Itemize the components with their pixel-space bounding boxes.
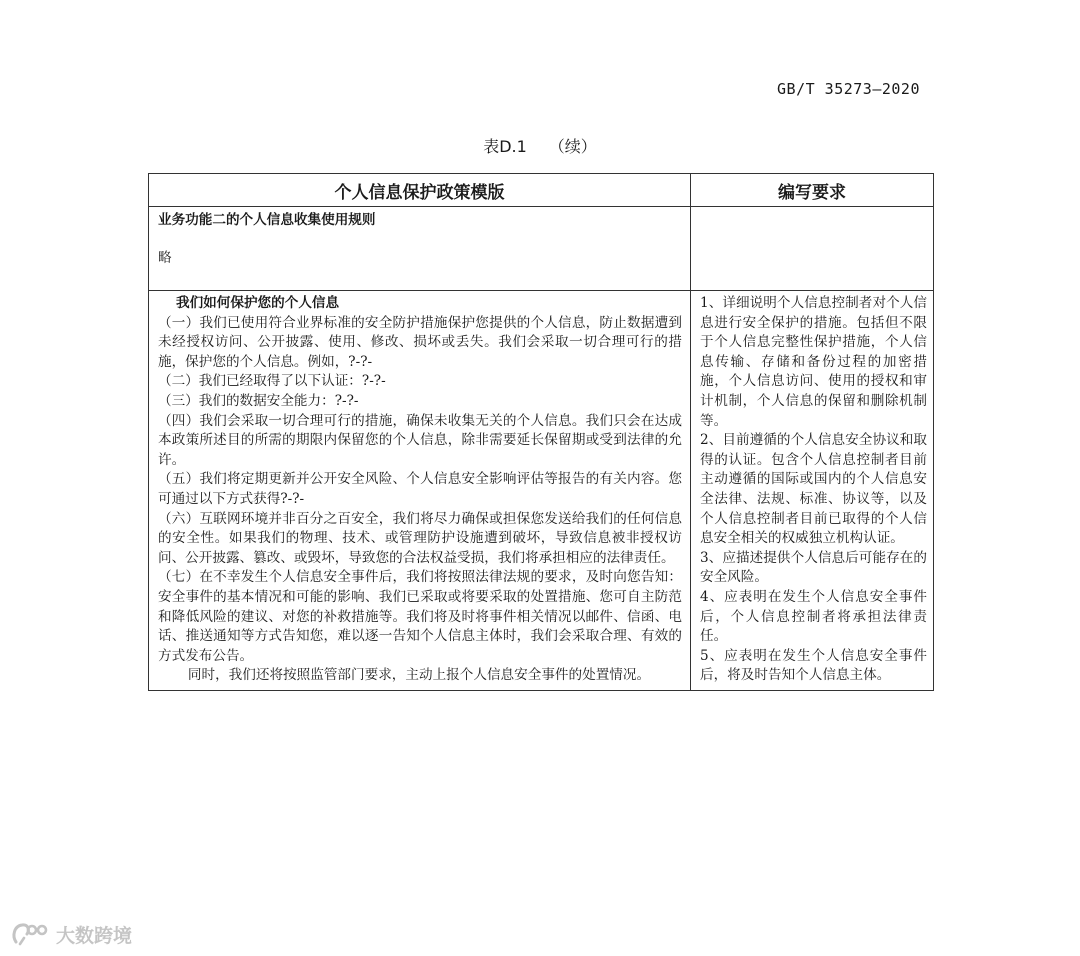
policy-paragraph: （一）我们已使用符合业界标准的安全防护措施保护您提供的个人信息，防止数据遭到未经授权访问、公开披露、使用、修改、损坏或丢失。我们会采取一切合理可行的措施，保护您的个人信息。例如，?-?- — [158, 314, 682, 370]
requirement-item: 5、应表明在发生个人信息安全事件后，将及时告知个人信息主体。 — [700, 647, 927, 684]
section-title: 业务功能二的个人信息收集使用规则 — [158, 212, 376, 228]
requirements-cell — [691, 291, 934, 691]
template-cell — [149, 291, 691, 691]
policy-paragraph: （七）在不幸发生个人信息安全事件后，我们将按照法律法规的要求，及时向您告知：安全事件的基本情况和可能的影响、我们已采取或将要采取的处置措施、您可自主防范和降低风险的建议、对您的补救措施等。我们将及时将事件相关情况以邮件、信函、电话、推送通知等方式告知您，难以逐一告知个人信息主体时，我们会采取合理、有效的方式发布公告。 — [158, 569, 682, 664]
col-header-requirements: 编写要求 — [691, 174, 934, 207]
policy-paragraph: （二）我们已经取得了以下认证：?-?- — [158, 373, 386, 390]
requirements-text — [691, 207, 933, 214]
table-caption-title: 表D.1 — [483, 137, 527, 156]
section-title: 我们如何保护您的个人信息 — [176, 295, 340, 311]
requirement-item: 1、详细说明个人信息控制者对个人信息进行安全保护的措施。包括但不限于个人信息完整性保护措施，个人信息传输、存储和备份过程的加密措施，个人信息访问、使用的授权和审计机制，个人信息的保留和删除机制等。 — [700, 295, 927, 429]
section-body: 略 — [158, 249, 172, 266]
watermark-text: 大数跨境 — [56, 924, 133, 947]
policy-template-table — [148, 173, 934, 691]
requirement-item: 2、目前遵循的个人信息安全协议和取得的认证。包含个人信息控制者目前主动遵循的国际或国内的个人信息安全法律、法规、标准、协议等，以及个人信息控制者目前已取得的个人信息安全相关的权威独立机构认证。 — [700, 432, 927, 547]
col-header-template: 个人信息保护政策模版 — [149, 174, 691, 207]
policy-paragraph: （五）我们将定期更新并公开安全风险、个人信息安全影响评估等报告的有关内容。您可通过以下方式获得?-?- — [158, 471, 682, 507]
policy-paragraph: （六）互联网环境并非百分之百安全，我们将尽力确保或担保您发送给我们的任何信息的安全性。如果我们的物理、技术、或管理防护设施遭到破坏，导致信息被非授权访问、公开披露、篡改、或毁坏，导致您的合法权益受损，我们将承担相应的法律责任。 — [158, 510, 682, 566]
brand-logo-icon — [10, 920, 50, 948]
table-row — [149, 291, 934, 691]
closing-paragraph: 同时，我们还将按照监管部门要求，主动上报个人信息安全事件的处置情况。 — [187, 667, 651, 684]
table-row — [149, 207, 934, 291]
policy-paragraph: （三）我们的数据安全能力：?-?- — [158, 392, 359, 409]
watermark — [10, 920, 132, 948]
table-caption — [0, 134, 1080, 157]
template-cell — [149, 207, 691, 291]
standard-number: GB/T 35273—2020 — [777, 80, 920, 98]
requirement-item: 4、应表明在发生个人信息安全事件后，个人信息控制者将承担法律责任。 — [700, 588, 927, 645]
table-header-row — [149, 174, 934, 207]
policy-paragraph: （四）我们会采取一切合理可行的措施，确保未收集无关的个人信息。我们只会在达成本政策所述目的所需的期限内保留您的个人信息，除非需要延长保留期或受到法律的允许。 — [158, 412, 682, 468]
requirements-cell — [691, 207, 934, 291]
table-caption-continued: （续） — [548, 137, 597, 156]
requirement-item: 3、应描述提供个人信息后可能存在的安全风险。 — [700, 549, 927, 586]
